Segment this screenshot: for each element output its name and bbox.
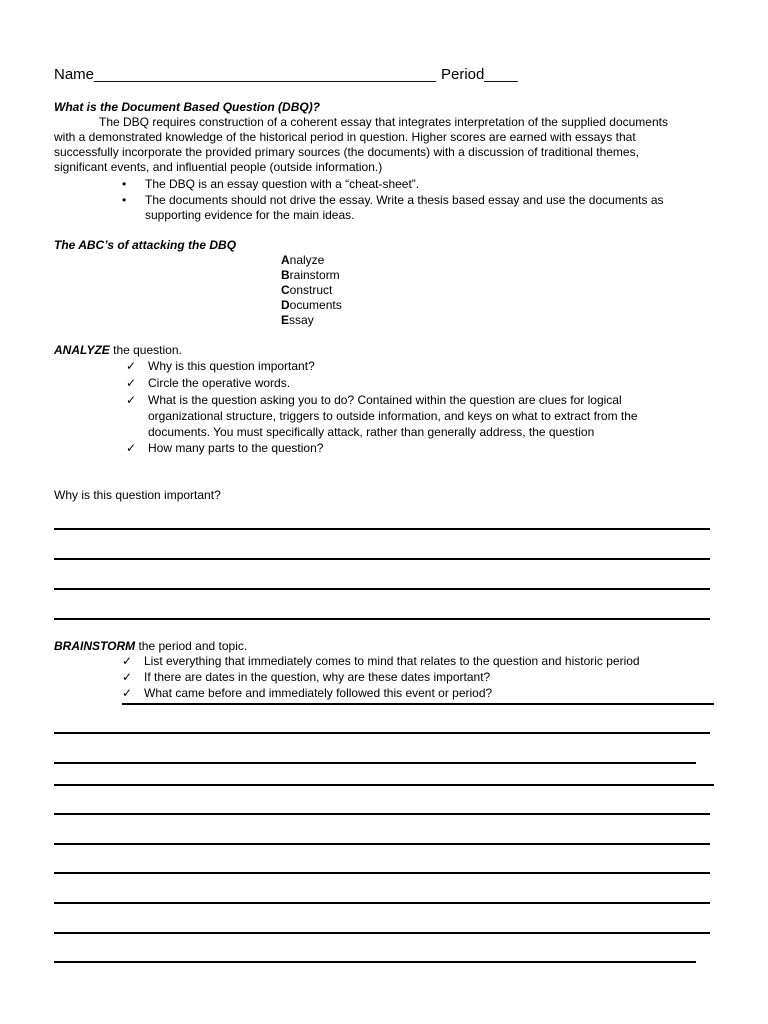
abc-rest: ocuments	[289, 298, 342, 312]
answer-line[interactable]	[54, 961, 696, 963]
answer-line[interactable]	[54, 932, 710, 934]
brainstorm-rest: the period and topic.	[135, 639, 248, 653]
period-field[interactable]	[441, 66, 518, 84]
check-text: Circle the operative words.	[148, 376, 291, 390]
check-text: What is the question asking you to do? Contained within the question are clues for logical	[148, 393, 622, 407]
intro-paragraph	[54, 115, 744, 175]
answer-line[interactable]	[54, 588, 710, 590]
check-text: What came before and immediately followed this event or period?	[144, 686, 493, 700]
abc-initial: E	[281, 313, 290, 327]
check-icon: ✓	[122, 670, 133, 684]
check-icon: ✓	[122, 686, 133, 700]
abc-initial: A	[281, 253, 290, 267]
check-text: organizational structure, triggers to outside information, and keys on what to extract from the	[148, 409, 638, 423]
abc-item	[281, 313, 314, 328]
answer-line[interactable]	[54, 902, 710, 904]
intro-line: with a demonstrated knowledge of the historical period in question. Higher scores are earned with essays that	[54, 130, 636, 144]
check-text: If there are dates in the question, why are these dates important?	[144, 670, 491, 684]
abc-item	[281, 268, 340, 283]
check-text: documents. You must specifically attack, rather than generally address, the question	[148, 425, 595, 439]
name-label: Name	[54, 66, 95, 83]
answer-line[interactable]	[54, 618, 710, 620]
abc-heading: The ABC’s of attacking the DBQ	[54, 238, 237, 252]
importance-prompt: Why is this question important?	[54, 488, 221, 502]
check-icon: ✓	[126, 376, 137, 390]
abc-initial: D	[281, 298, 290, 312]
abc-rest: ssay	[289, 313, 314, 327]
check-text: How many parts to the question?	[148, 441, 324, 455]
bullet-text: supporting evidence for the main ideas.	[145, 208, 355, 222]
intro-line: successfully incorporate the provided primary sources (the documents) with a discussion of traditional themes,	[54, 145, 639, 159]
answer-line[interactable]	[54, 872, 710, 874]
answer-line[interactable]	[54, 813, 710, 815]
brainstorm-keyword: BRAINSTORM	[54, 639, 136, 653]
abc-initial: B	[281, 268, 290, 282]
bullet-text: The documents should not drive the essay. Write a thesis based essay and use the documents as	[145, 193, 664, 207]
check-icon: ✓	[126, 441, 137, 455]
name-blank[interactable]: _________________________________________	[94, 66, 437, 83]
abc-rest: nalyze	[289, 253, 325, 267]
bullet-icon: •	[122, 193, 127, 207]
abc-initial: C	[281, 283, 290, 297]
answer-line[interactable]	[54, 843, 710, 845]
check-text: List everything that immediately comes to mind that relates to the question and historic period	[144, 654, 640, 668]
brainstorm-heading	[54, 639, 247, 654]
abc-item	[281, 298, 342, 313]
abc-rest: rainstorm	[289, 268, 340, 282]
dbq-heading: What is the Document Based Question (DBQ)?	[54, 100, 321, 114]
bullet-icon: •	[122, 177, 127, 191]
check-icon: ✓	[126, 359, 137, 373]
check-icon: ✓	[122, 654, 133, 668]
analyze-keyword: ANALYZE	[54, 343, 110, 357]
period-blank[interactable]: ____	[484, 66, 518, 83]
answer-line[interactable]	[54, 558, 710, 560]
answer-line[interactable]	[54, 784, 714, 786]
analyze-rest: the question.	[109, 343, 182, 357]
answer-line[interactable]	[54, 762, 696, 764]
intro-line: significant events, and influential people (outside information.)	[54, 160, 383, 174]
analyze-heading	[54, 343, 182, 358]
abc-item	[281, 253, 324, 268]
abc-item	[281, 283, 332, 298]
period-label: Period	[441, 66, 485, 83]
check-text: Why is this question important?	[148, 359, 315, 373]
answer-line[interactable]	[54, 732, 710, 734]
check-icon: ✓	[126, 393, 137, 407]
answer-line[interactable]	[122, 703, 714, 705]
bullet-text: The DBQ is an essay question with a “cheat-sheet”.	[145, 177, 420, 191]
intro-line: The DBQ requires construction of a coherent essay that integrates interpretation of the supplied documents	[99, 115, 668, 129]
answer-line[interactable]	[54, 528, 710, 530]
name-field[interactable]	[54, 66, 436, 84]
abc-rest: onstruct	[289, 283, 333, 297]
